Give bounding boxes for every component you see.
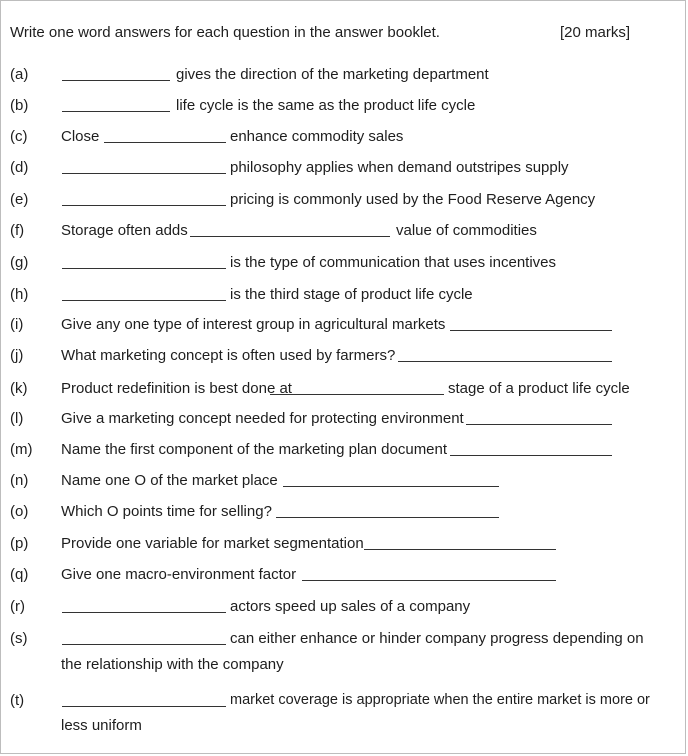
question-s-continuation: the relationship with the company [61,656,284,673]
instructions: Write one word answers for each question in the answer booklet. [10,24,440,41]
question-label: (n) [10,472,29,489]
question-o [0,499,688,525]
question-a [0,62,688,88]
question-label: (d) [10,159,29,176]
question-text-before: Give any one type of interest group in agricultural markets [61,316,446,333]
question-label: (e) [10,191,29,208]
question-label: (s) [10,630,28,647]
question-t [0,688,688,714]
question-text: life cycle is the same as the product life cycle [176,97,476,114]
question-k [0,376,688,402]
answer-blank[interactable] [62,97,170,112]
question-text-before: Storage often adds [61,222,188,239]
question-label: (o) [10,503,29,520]
question-label: (g) [10,254,29,271]
question-text: enhance commodity sales [230,128,404,145]
question-label: (h) [10,286,29,303]
answer-blank[interactable] [62,191,226,206]
question-text: gives the direction of the marketing department [176,66,489,83]
question-text-before: What marketing concept is often used by farmers? [61,347,396,364]
question-text: market coverage is appropriate when the entire market is more or [230,692,650,708]
answer-blank[interactable] [364,535,556,550]
question-label: (c) [10,128,28,145]
answer-blank[interactable] [104,128,226,143]
question-label: (a) [10,66,29,83]
answer-blank[interactable] [276,503,499,518]
question-i [0,312,688,338]
question-text-before: Which O points time for selling? [61,503,272,520]
question-q [0,562,688,588]
answer-blank[interactable] [466,410,612,425]
question-j [0,343,688,369]
question-label: (r) [10,598,25,615]
answer-blank[interactable] [62,598,226,613]
question-text: is the type of communication that uses incentives [230,254,557,271]
marks-allocation: [20 marks] [560,24,631,41]
question-r [0,594,688,620]
question-s [0,626,688,652]
question-h [0,282,688,308]
question-label: (l) [10,410,24,427]
question-text: stage of a product life cycle [448,380,630,397]
question-label: (b) [10,97,29,114]
question-f [0,218,688,244]
answer-blank[interactable] [398,347,612,362]
answer-blank[interactable] [190,222,390,237]
answer-blank[interactable] [62,159,226,174]
question-t-continuation: less uniform [61,717,142,734]
question-m [0,437,688,463]
question-text: philosophy applies when demand outstripes supply [230,159,569,176]
question-text-before: Name the first component of the marketing plan document [61,441,448,458]
question-p [0,531,688,557]
question-text-before: Product redefinition is best done at [61,380,292,397]
question-text-before: Give a marketing concept needed for protecting environment [61,410,464,427]
answer-blank[interactable] [62,66,170,81]
answer-blank[interactable] [302,566,556,581]
question-n [0,468,688,494]
question-l [0,406,688,432]
question-label: (i) [10,316,24,333]
question-text: actors speed up sales of a company [230,598,471,615]
question-b [0,93,688,119]
question-label: (t) [10,692,25,709]
answer-blank[interactable] [450,316,612,331]
question-label: (m) [10,441,33,458]
answer-blank[interactable] [283,472,499,487]
question-text: value of commodities [396,222,537,239]
question-text: can either enhance or hinder company progress depending on [230,630,644,647]
question-label: (f) [10,222,25,239]
question-label: (j) [10,347,24,364]
question-c [0,124,688,150]
question-text-before: Name one O of the market place [61,472,278,489]
answer-blank[interactable] [450,441,612,456]
answer-blank[interactable] [62,692,226,707]
question-text-before: Close [61,128,100,145]
answer-blank[interactable] [270,380,444,395]
question-text: pricing is commonly used by the Food Reserve Agency [230,191,596,208]
question-text-before: Provide one variable for market segmentation [61,535,364,552]
question-text: is the third stage of product life cycle [230,286,473,303]
question-e [0,187,688,213]
question-label: (k) [10,380,28,397]
question-label: (q) [10,566,29,583]
question-d [0,155,688,181]
answer-blank[interactable] [62,254,226,269]
question-label: (p) [10,535,29,552]
answer-blank[interactable] [62,286,226,301]
question-text-before: Give one macro-environment factor [61,566,297,583]
question-g [0,250,688,276]
answer-blank[interactable] [62,630,226,645]
